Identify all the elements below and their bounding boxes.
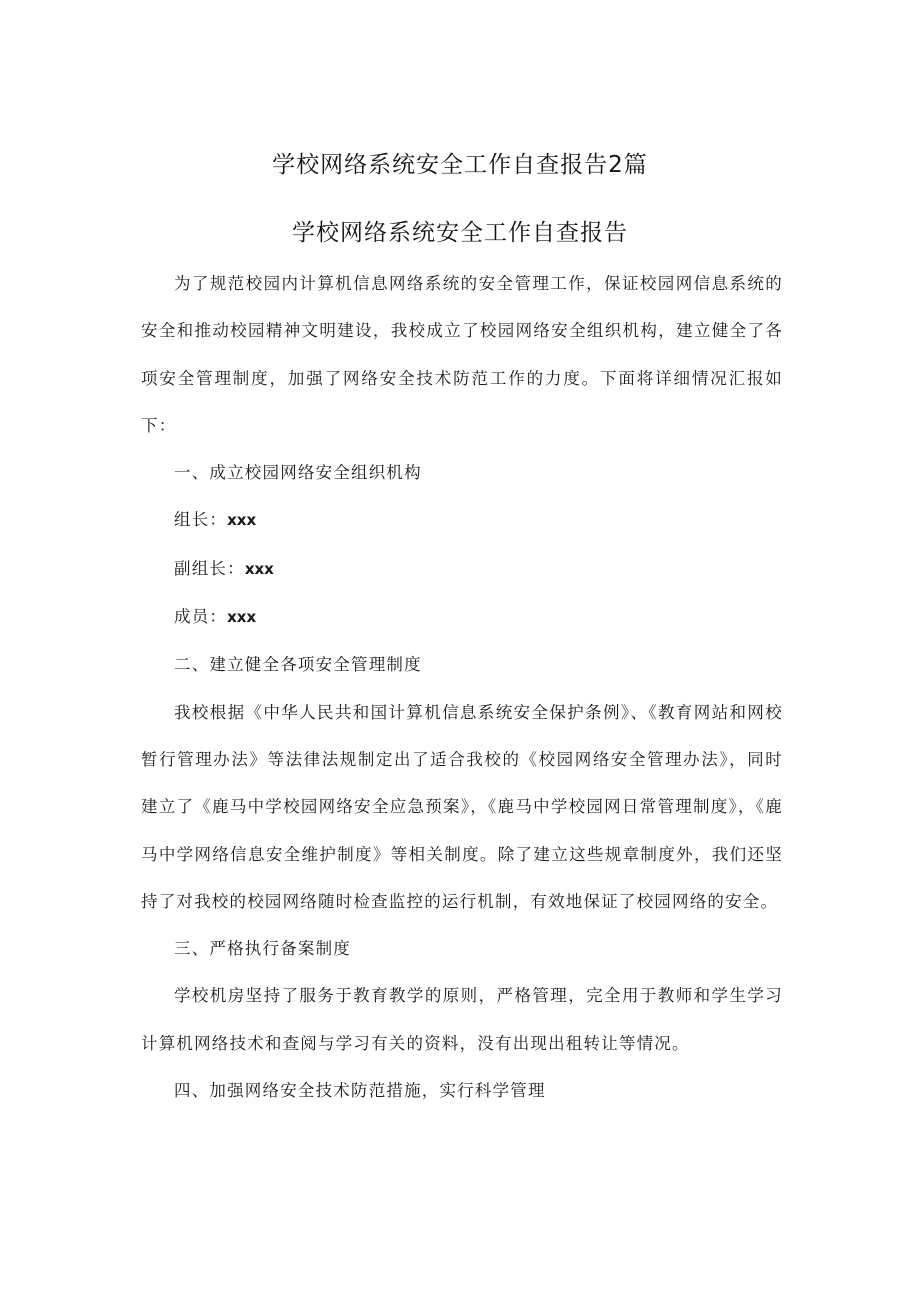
deputy-label: 副组长： bbox=[174, 558, 245, 578]
members-value: xxx bbox=[227, 608, 257, 627]
section-2-paragraph: 我校根据《中华人民共和国计算机信息系统安全保护条例》、《教育网站和网校暂行管理办法》等法律法规制定出了适合我校的《校园网络安全管理办法》，同时建立了《鹿马中学校园网络安全应急预案》，《鹿马中学校园网日常管理制度》，《鹿马中学网络信息安全维护制度》等相关制度。除了建立这些规章制度外，我们还坚持了对我校的校园网络随时检查监控的运行机制，有效地保证了校园网络的安全。 bbox=[141, 702, 783, 911]
members-label: 成员： bbox=[174, 607, 228, 627]
deputy-line bbox=[141, 545, 783, 593]
section-3-heading: 三、严格执行备案制度 bbox=[174, 939, 351, 959]
document-title: 学校网络系统安全工作自查报告2篇 bbox=[272, 152, 648, 178]
leader-value: xxx bbox=[227, 511, 257, 530]
leader-label: 组长： bbox=[174, 510, 228, 530]
deputy-value: xxx bbox=[244, 559, 274, 578]
members-line bbox=[141, 593, 783, 641]
section-3-paragraph: 学校机房坚持了服务于教育教学的原则，严格管理，完全用于教师和学生学习计算机网络技术和查阅与学习有关的资料，没有出现出租转让等情况。 bbox=[141, 986, 783, 1053]
section-1-heading: 一、成立校园网络安全组织机构 bbox=[174, 463, 422, 483]
document-subtitle: 学校网络系统安全工作自查报告 bbox=[292, 220, 628, 246]
section-4-heading: 四、加强网络安全技术防范措施，实行科学管理 bbox=[174, 1081, 546, 1101]
intro-paragraph: 为了规范校园内计算机信息网络系统的安全管理工作，保证校园网信息系统的安全和推动校园精神文明建设，我校成立了校园网络安全组织机构，建立健全了各项安全管理制度，加强了网络安全技术防范工作的力度。下面将详细情况汇报如下： bbox=[141, 274, 783, 435]
document-body bbox=[141, 260, 783, 1114]
leader-line bbox=[141, 496, 783, 544]
section-2-heading: 二、建立健全各项安全管理制度 bbox=[174, 655, 422, 675]
